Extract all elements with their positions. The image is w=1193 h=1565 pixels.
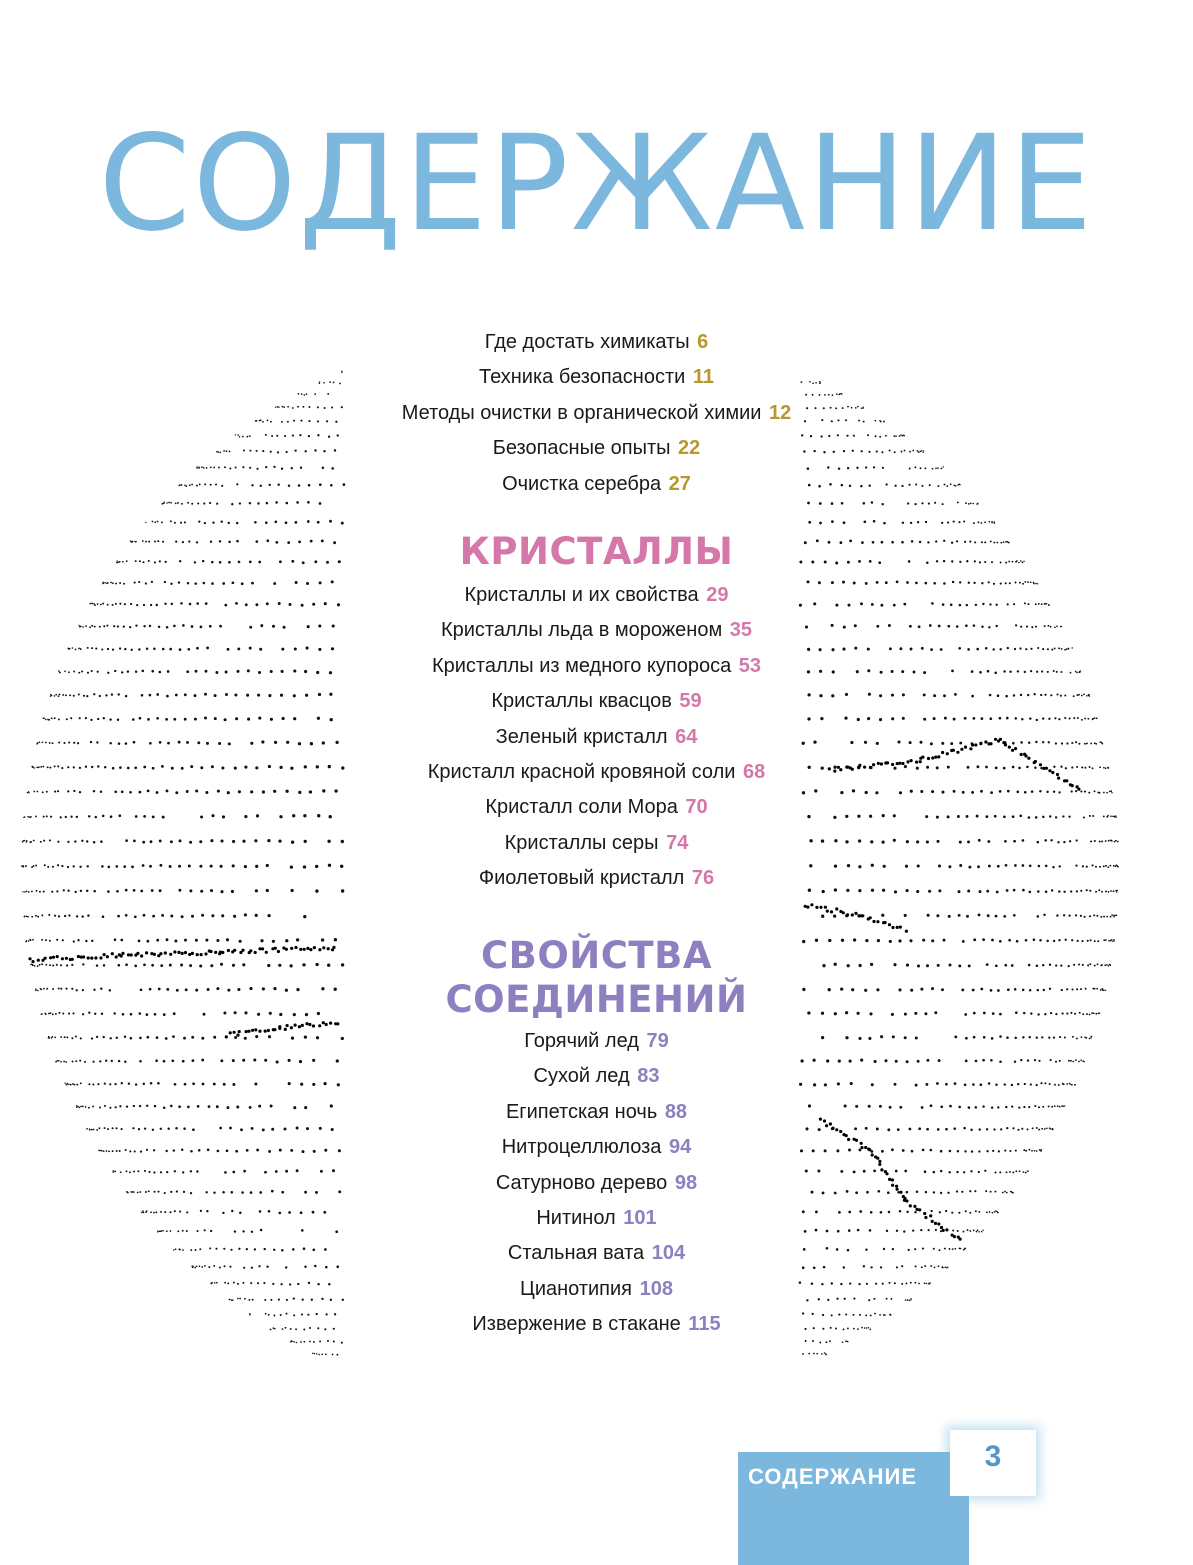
section-heading-properties-line2: СОЕДИНЕНИЙ xyxy=(445,978,748,1021)
page-number: 22 xyxy=(678,437,701,460)
page-number-footer: 3 xyxy=(984,1440,1002,1473)
toc-item[interactable]: Кристалл соли Мора 70 xyxy=(485,796,708,819)
toc-item[interactable]: Кристаллы из медного купороса 53 xyxy=(431,654,762,677)
toc-item[interactable]: Извержение в стакане 115 xyxy=(472,1313,721,1336)
toc-item[interactable]: Нитроцеллюлоза 94 xyxy=(501,1136,692,1159)
page-number: 108 xyxy=(639,1277,673,1300)
section-heading-properties-line1: СВОЙСТВА xyxy=(480,934,712,977)
toc-item[interactable]: Нитинол 101 xyxy=(536,1206,657,1229)
page-number: 27 xyxy=(668,472,691,495)
page-number: 98 xyxy=(674,1171,698,1194)
page-number: 94 xyxy=(669,1136,692,1159)
page-number: 59 xyxy=(679,690,702,713)
page-number: 104 xyxy=(651,1242,686,1265)
toc-intro xyxy=(0,325,1193,502)
page-number: 115 xyxy=(688,1313,721,1336)
toc-item[interactable]: Сатурново дерево 98 xyxy=(495,1171,698,1194)
page-number: 12 xyxy=(769,401,792,424)
toc-item[interactable]: Кристалл красной кровяной соли 68 xyxy=(427,760,766,783)
page-number: 88 xyxy=(664,1100,688,1123)
toc-item[interactable]: Где достать химикаты 6 xyxy=(484,331,709,353)
toc-item[interactable]: Техника безопасности 11 xyxy=(478,366,715,389)
page-number: 83 xyxy=(637,1065,660,1088)
page-number: 79 xyxy=(646,1030,669,1052)
page-number: 70 xyxy=(685,796,708,819)
toc-item[interactable]: Сухой лед 83 xyxy=(533,1065,660,1088)
toc-item[interactable]: Стальная вата 104 xyxy=(507,1242,686,1265)
toc-item[interactable]: Цианотипия 108 xyxy=(520,1277,673,1300)
page-number: 101 xyxy=(623,1206,657,1229)
toc-item[interactable]: Кристаллы льда в мороженом 35 xyxy=(440,619,753,642)
toc-item[interactable]: Кристаллы серы 74 xyxy=(504,831,689,854)
toc-item[interactable]: Кристаллы квасцов 59 xyxy=(491,690,702,713)
toc-item[interactable]: Горячий лед 79 xyxy=(524,1030,669,1052)
section-heading-crystals: КРИСТАЛЛЫ xyxy=(459,530,734,573)
page-number: 11 xyxy=(692,366,715,389)
toc-properties xyxy=(0,934,1193,1343)
page-number: 53 xyxy=(738,654,762,677)
page-number: 6 xyxy=(697,331,709,353)
toc-item[interactable]: Очистка серебра 27 xyxy=(502,472,691,495)
footer-section-label: СОДЕРЖАНИЕ xyxy=(748,1464,918,1489)
page-number: 68 xyxy=(742,760,766,783)
page-number: 74 xyxy=(666,831,689,854)
page-number: 64 xyxy=(675,725,698,748)
toc-item[interactable]: Египетская ночь 88 xyxy=(505,1100,688,1123)
toc-item[interactable]: Методы очистки в органической химии 12 xyxy=(401,401,792,424)
toc-item[interactable]: Зеленый кристалл 64 xyxy=(495,725,698,748)
page-number: 29 xyxy=(706,584,729,606)
toc-item[interactable]: Кристаллы и их свойства 29 xyxy=(464,584,729,606)
page-number: 35 xyxy=(729,619,753,642)
page-title: СОДЕРЖАНИЕ xyxy=(98,107,1095,261)
page-number: 76 xyxy=(691,867,715,890)
toc-item[interactable]: Безопасные опыты 22 xyxy=(492,437,701,460)
toc-item[interactable]: Фиолетовый кристалл 76 xyxy=(478,867,715,890)
toc-crystals xyxy=(0,530,1193,897)
